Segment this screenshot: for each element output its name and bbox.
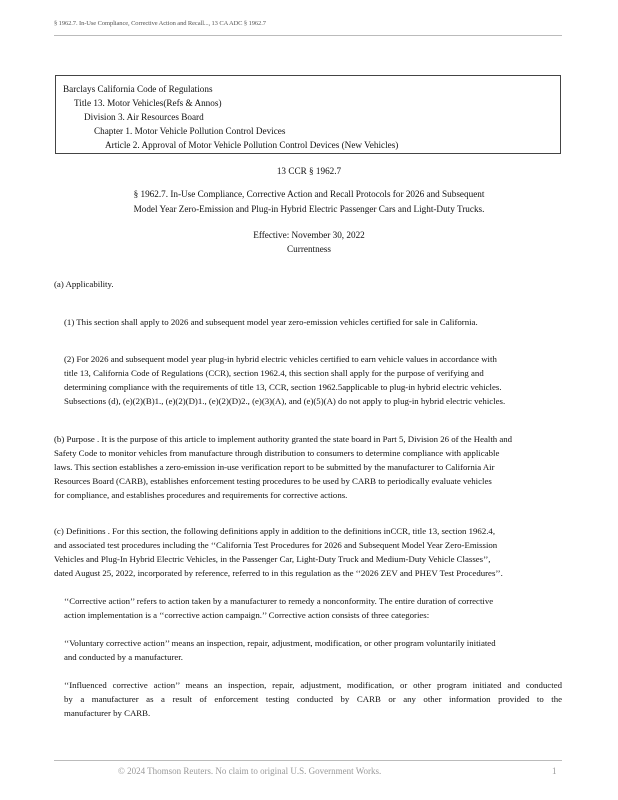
toc-line-chapter[interactable]: Chapter 1. Motor Vehicle Pollution Control Devices [94, 126, 286, 136]
heading-applicability: (a) Applicability. [54, 279, 114, 289]
para-c-line: Vehicles and Plug-In Hybrid Electric Vehicles, in the Passenger Car, Light-Duty Truck and Medium-Duty Vehicle Classes’’, [54, 554, 491, 564]
def-corrective-line: ‘‘Corrective action’’ refers to action taken by a manufacturer to remedy a nonconformity. The entire duration of corrective [64, 596, 494, 606]
para-b-line: Resources Board (CARB), establishes enforcement testing procedures to be used by CARB to periodically evaluate vehicles [54, 476, 492, 486]
def-voluntary-line: ‘‘Voluntary corrective action’’ means an inspection, repair, adjustment, modification, or other program voluntarily initiated [64, 638, 496, 648]
para-b-line: laws. This section establishes a zero-emission in-use verification report to be submitted by the manufacturer to California Air [54, 462, 495, 472]
para-a2-line: determining compliance with the requirements of title 13, CCR, section 1962.5applicable to plug-in hybrid electric vehicles. [64, 382, 502, 392]
currentness-link[interactable]: Currentness [287, 244, 331, 254]
para-b-line: for compliance, and establishes procedures and requirements for corrective actions. [54, 490, 348, 500]
running-head: § 1962.7. In-Use Compliance, Corrective Action and Recall..., 13 CA ADC § 1962.7 [54, 20, 266, 27]
para-b-line: Safety Code to monitor vehicles from manufacture through distribution to consumers to determine compliance with applicable [54, 448, 500, 458]
para-b-line: (b) Purpose . It is the purpose of this article to implement authority granted the state board in Part 5, Division 26 of the Health and [54, 434, 513, 444]
footer-divider [54, 760, 562, 761]
page-number: 1 [552, 766, 557, 776]
toc-line-title[interactable]: Title 13. Motor Vehicles(Refs & Annos) [74, 98, 222, 108]
para-a1: (1) This section shall apply to 2026 and subsequent model year zero-emission vehicles certified for sale in California. [64, 317, 478, 327]
effective-date: Effective: November 30, 2022 [253, 230, 365, 240]
toc-line-code[interactable]: Barclays California Code of Regulations [63, 84, 213, 94]
section-title-line1: § 1962.7. In-Use Compliance, Corrective Action and Recall Protocols for 2026 and Subsequent [133, 189, 485, 199]
section-title-line2: Model Year Zero-Emission and Plug-in Hybrid Electric Passenger Cars and Light-Duty Trucks. [133, 204, 485, 214]
citation: 13 CCR § 1962.7 [276, 166, 342, 176]
def-influenced-line: ‘‘Influenced corrective action’’ means an inspection, repair, adjustment, modification, or other program initiated and conducted [64, 680, 562, 690]
def-voluntary-line: and conducted by a manufacturer. [64, 652, 183, 662]
para-c-line: dated August 25, 2022, incorporated by reference, referred to in this regulation as the ‘‘2026 ZEV and PHEV Test Procedures’’. [54, 568, 503, 578]
para-a2-line: title 13, California Code of Regulations (CCR), section 1962.4, this section shall apply for the purpose of verifying and [64, 368, 484, 378]
def-influenced-line: manufacturer by CARB. [64, 708, 151, 718]
header-divider [54, 35, 562, 36]
para-a2-line: (2) For 2026 and subsequent model year plug-in hybrid electric vehicles certified to earn vehicle values in accordance with [64, 354, 497, 364]
para-c-line: and associated test procedures including the ‘‘California Test Procedures for 2026 and Subsequent Model Year Zero-Emission [54, 540, 498, 550]
def-influenced-line: by a manufacturer as a result of enforcement testing conducted by CARB or any other information provided to the [64, 694, 562, 704]
toc-line-division[interactable]: Division 3. Air Resources Board [84, 112, 204, 122]
para-c-line: (c) Definitions . For this section, the following definitions apply in addition to the definitions inCCR, title 13, section 1962.4, [54, 526, 496, 536]
def-corrective-line: action implementation is a ‘‘corrective action campaign.’’ Corrective action consists of three categories: [64, 610, 430, 620]
toc-line-article[interactable]: Article 2. Approval of Motor Vehicle Pollution Control Devices (New Vehicles) [105, 140, 399, 150]
footer-copyright: © 2024 Thomson Reuters. No claim to original U.S. Government Works. [118, 766, 382, 776]
para-a2-line: Subsections (d), (e)(2)(B)1., (e)(2)(D)1., (e)(2)(D)2., (e)(3)(A), and (e)(5)(A) do not apply to plug-in hybrid electric vehicles. [64, 396, 506, 406]
